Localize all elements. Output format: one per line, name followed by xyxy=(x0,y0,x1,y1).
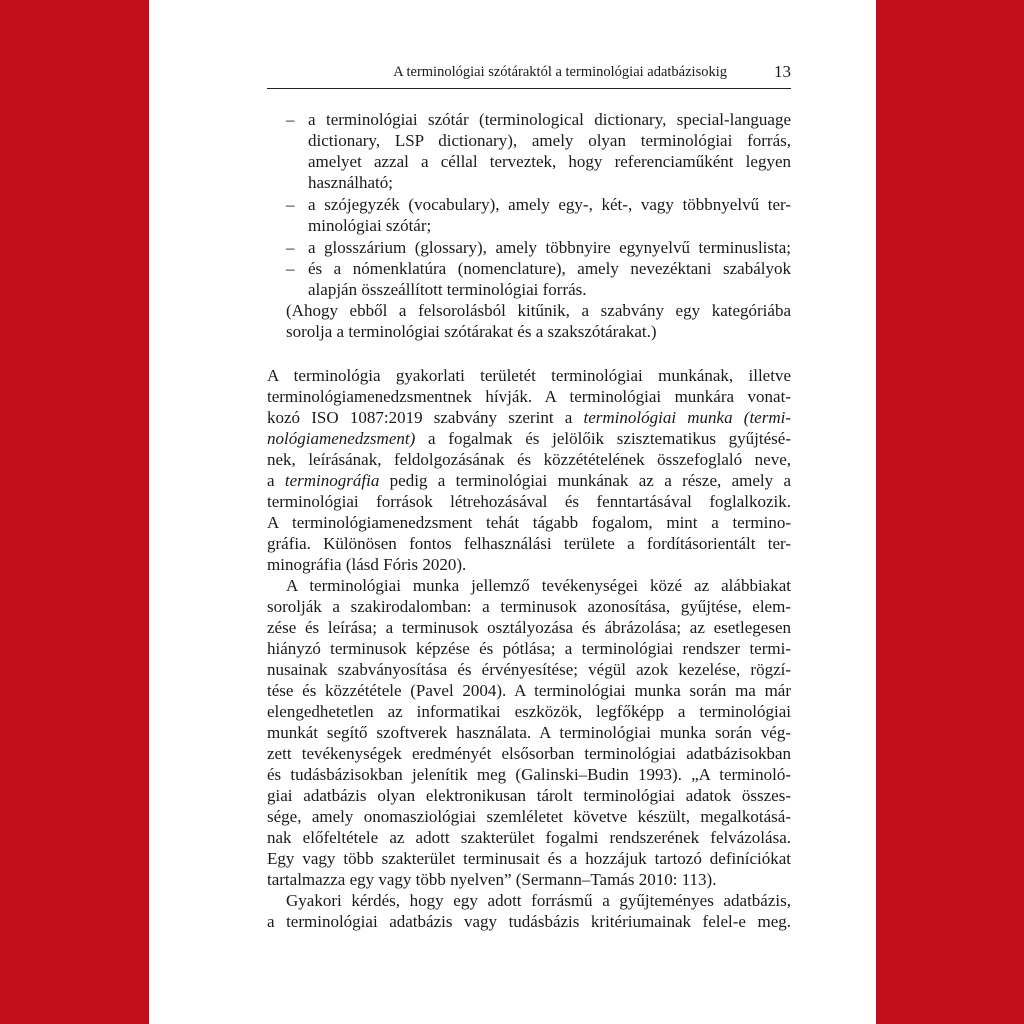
list-dash: – xyxy=(286,195,295,214)
list-dash: – xyxy=(286,238,295,257)
paragraph-line xyxy=(267,429,791,449)
italic-term: terminológiai munka (termi- xyxy=(583,408,791,427)
text-run: a xyxy=(267,471,285,490)
paragraph-line xyxy=(267,471,791,491)
list-item-line: használható; xyxy=(308,173,393,192)
paragraph-line xyxy=(267,408,791,428)
paragraph-line: tése és közzététele (Pavel 2004). A terminológiai munka során ma már xyxy=(267,681,791,700)
list-item-line: a szójegyzék (vocabulary), amely egy-, két-, vagy többnyelvű ter- xyxy=(308,195,791,214)
paragraph-line: giai adatbázis olyan elektronikusan tárolt terminológiai adatok összes- xyxy=(267,786,791,805)
text-run: a fogalmak és jelölőik szisztematikus gyűjtésé- xyxy=(415,429,791,448)
italic-term: terminográfia xyxy=(284,471,380,490)
paragraph-line: munkát segítő szoftverek használata. A terminológiai munka során vég- xyxy=(267,723,791,742)
book-page xyxy=(149,0,876,1024)
list-item-line: a glosszárium (glossary), amely többnyire egynyelvű terminuslista; xyxy=(308,238,791,257)
italic-term: nológiamenedzsment) xyxy=(267,429,416,448)
list-item-line: és a nómenklatúra (nomenclature), amely nevezéktani szabályok xyxy=(308,259,791,278)
list-dash: – xyxy=(286,259,295,278)
list-item-line: minológiai szótár; xyxy=(308,216,432,235)
paragraph-line: elengedhetetlen az informatikai eszközök, legfőképp a terminológiai xyxy=(267,702,791,721)
paragraph-line: zett tevékenységek eredményét elsősorban terminológiai adatbázisokban xyxy=(267,744,791,763)
paragraph-line: és tudásbázisokban jelenítik meg (Galinski–Budin 1993). „A terminoló- xyxy=(267,765,791,784)
list-item-line: a terminológiai szótár (terminological dictionary, special-language xyxy=(308,110,791,129)
paragraph-line: minográfia (lásd Fóris 2020). xyxy=(267,555,467,574)
list-item-line: alapján összeállított terminológiai forrás. xyxy=(308,280,587,299)
paragraph-line: A terminológia gyakorlati területét terminológiai munkának, illetve xyxy=(267,366,791,385)
running-header xyxy=(267,62,791,89)
paragraph-line: a terminológiai adatbázis vagy tudásbázis kritériumainak felel-e meg. xyxy=(267,912,791,931)
paragraph-line: A terminológiai munka jellemző tevékenységei közé az alábbiakat xyxy=(286,576,791,595)
paragraph-line: Gyakori kérdés, hogy egy adott forrásmű a gyűjteményes adatbázis, xyxy=(286,891,791,910)
running-title: A terminológiai szótáraktól a terminológiai adatbázisokig xyxy=(393,64,727,80)
paragraph-line: A terminológiamenedzsment tehát tágabb fogalom, mint a termino- xyxy=(267,513,791,532)
paragraph-line: hiányzó terminusok képzése és pótlása; a terminológiai rendszer termi- xyxy=(267,639,791,658)
list-dash: – xyxy=(286,110,295,129)
paragraph-line: nusainak szabványosítása és érvényesítése; végül azok kezelése, rögzí- xyxy=(267,660,791,679)
list-note-line: (Ahogy ebből a felsorolásból kitűnik, a szabvány egy kategóriába xyxy=(286,301,791,320)
text-run: pedig a terminológiai munkának az a része, amely a xyxy=(379,471,791,490)
text-run: kozó ISO 1087:2019 szabvány szerint a xyxy=(267,408,584,427)
paragraph-line: gráfia. Különösen fontos felhasználási területe a fordításorientált ter- xyxy=(267,534,791,553)
list-item-line: amelyet azzal a céllal terveztek, hogy referenciaműként legyen xyxy=(308,152,791,171)
paragraph-line: terminológiai források létrehozásával és fenntartásával foglalkozik. xyxy=(267,492,791,511)
paragraph-line: sorolják a szakirodalomban: a terminusok azonosítása, gyűjtése, elem- xyxy=(267,597,791,616)
paragraph-line: tartalmazza egy vagy több nyelven” (Sermann–Tamás 2010: 113). xyxy=(267,870,717,889)
paragraph-line: zése és leírása; a terminusok osztályozása és ábrázolása; az esetlegesen xyxy=(267,618,791,637)
paragraph-line: Egy vagy több szakterület terminusait és a hozzájuk tartozó definíciókat xyxy=(267,849,791,868)
paragraph-line: terminológiamenedzsmentnek hívják. A terminológiai munkára vonat- xyxy=(267,387,791,406)
list-item-line: dictionary, LSP dictionary), amely olyan terminológiai forrás, xyxy=(308,131,791,150)
paragraph-line: sége, amely onomasziológiai szemléletet követve készült, megalkotásá- xyxy=(267,807,791,826)
paragraph-line: nak előfeltétele az adott szakterület fogalmi rendszerének felvázolása. xyxy=(267,828,791,847)
list-note-line: sorolja a terminológiai szótárakat és a szakszótárakat.) xyxy=(286,322,657,341)
paragraph-line: nek, leírásának, feldolgozásának és közzétételének összefoglaló neve, xyxy=(267,450,791,469)
page-number: 13 xyxy=(774,62,791,81)
